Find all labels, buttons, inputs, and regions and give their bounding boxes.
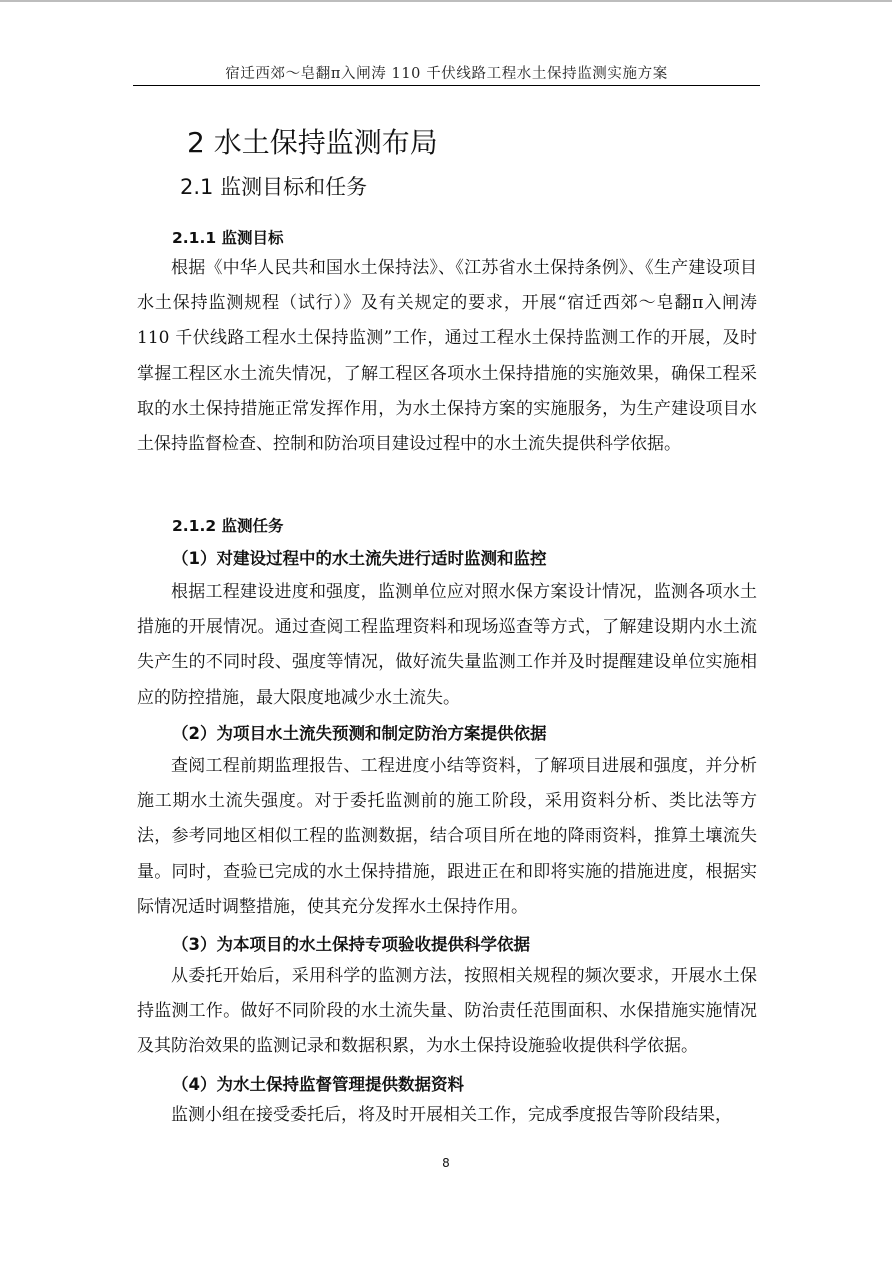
header-rule: [133, 85, 760, 86]
subsection-goal-title: 2.1.1 监测目标: [172, 229, 284, 247]
chapter-title: 2 水土保持监测布局: [187, 126, 438, 159]
section-title: 2.1 监测目标和任务: [180, 175, 368, 199]
task-2-paragraph: 查阅工程前期监理报告、工程进度小结等资料，了解项目进展和强度，并分析施工期水土流失强度。对于委托监测前的施工阶段，采用资料分析、类比法等方法，参考同地区相似工程的监测数据，结合项目所在地的降雨资料，推算土壤流失量。同时，查验已完成的水土保持措施，跟进正在和即将实施的措施进度，根据实际情况适时调整措施，使其充分发挥水土保持作用。: [137, 756, 757, 917]
task-3-heading: （3）为本项目的水土保持专项验收提供科学依据: [172, 935, 530, 954]
goal-paragraph: 根据《中华人民共和国水土保持法》、《江苏省水土保持条例》、《生产建设项目水土保持监测规程（试行）》及有关规定的要求，开展“宿迁西郊～皂翻π入闸涛 110 千伏线路工程水土保持监测”工作，通过工程水土保持监测工作的开展，及时掌握工程区水土流失情况，了解工程区各项水土保持措施的实施效果，确保工程采取的水土保持措施正常发挥作用，为水土保持方案的实施服务，为生产建设项目水土保持监督检查、控制和防治项目建设过程中的水土流失提供科学依据。: [137, 258, 757, 455]
task-2-heading: （2）为项目水土流失预测和制定防治方案提供依据: [172, 724, 547, 743]
task-4-heading: （4）为水土保持监督管理提供数据资料: [172, 1075, 464, 1094]
running-header: 宿迁西郊～皂翻π入闸涛 110 千伏线路工程水土保持监测实施方案: [225, 66, 668, 82]
page-number: 8: [442, 1156, 450, 1170]
task-1-heading: （1）对建设过程中的水土流失进行适时监测和监控: [172, 549, 547, 568]
task-3-paragraph: 从委托开始后，采用科学的监测方法，按照相关规程的频次要求，开展水土保持监测工作。做好不同阶段的水土流失量、防治责任范围面积、水保措施实施情况及其防治效果的监测记录和数据积累，为水土保持设施验收提供科学依据。: [137, 966, 757, 1057]
top-edge-rule: [0, 0, 892, 2]
subsection-tasks-title: 2.1.2 监测任务: [172, 517, 284, 535]
task-4-paragraph: 监测小组在接受委托后，将及时开展相关工作，完成季度报告等阶段结果，: [171, 1105, 732, 1125]
task-1-paragraph: 根据工程建设进度和强度，监测单位应对照水保方案设计情况，监测各项水土措施的开展情况。通过查阅工程监理资料和现场巡查等方式，了解建设期内水土流失产生的不同时段、强度等情况，做好流失量监测工作并及时提醒建设单位实施相应的防控措施，最大限度地减少水土流失。: [137, 582, 757, 708]
